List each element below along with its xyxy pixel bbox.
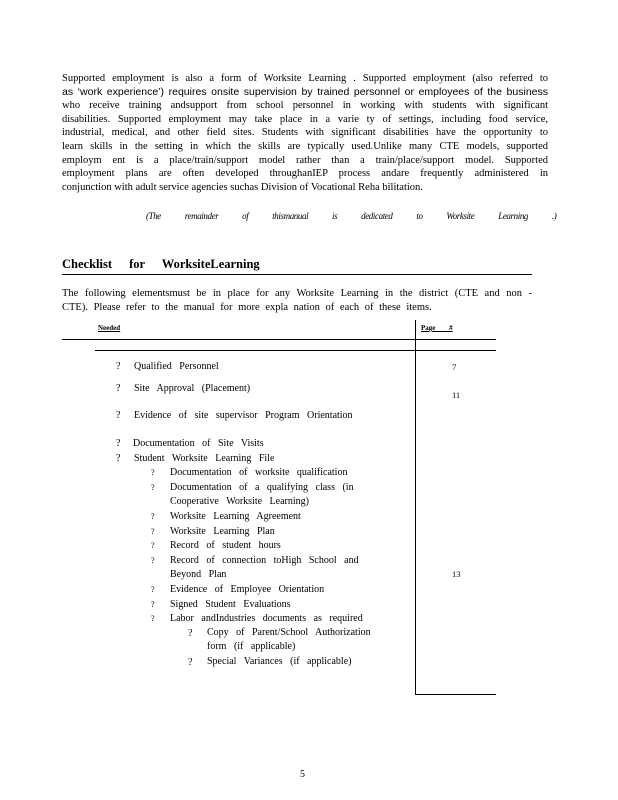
checklist-sub-item: Worksite Learning Agreement bbox=[170, 511, 301, 522]
checklist-subsub-item: Copy of Parent/School Authorization bbox=[207, 627, 371, 638]
checklist-item: Qualified Personnel bbox=[134, 361, 219, 372]
table-header-rule bbox=[95, 350, 496, 351]
checklist-heading: Checklist for WorksiteLearning bbox=[62, 257, 532, 275]
checklist-sub-item: Record of student hours bbox=[170, 540, 281, 551]
checklist-sub-item: Beyond Plan bbox=[170, 569, 227, 580]
checklist-sub-bullet: ? bbox=[151, 483, 155, 492]
checklist-item: Site Approval (Placement) bbox=[134, 383, 251, 394]
intro-line: conjunction with adult service agencies suchas Division of Vocational Reha bilitation. bbox=[62, 181, 423, 193]
checklist-item: Evidence of site supervisor Program Orientation bbox=[134, 410, 353, 421]
checklist-bullet: ? bbox=[116, 453, 121, 464]
checklist-item: Student Worksite Learning File bbox=[134, 453, 275, 464]
intro-line: employm ent is a place/train/support model rather than a train/place/support model. Supported bbox=[62, 154, 548, 166]
checklist-sub-item: Documentation of a qualifying class (in bbox=[170, 482, 354, 493]
page-column-header: Page # bbox=[421, 324, 453, 332]
intro-line: who receive training andsupport from school personnel in working with students with significant bbox=[62, 100, 548, 112]
checklist-sub-item: Evidence of Employee Orientation bbox=[170, 584, 325, 595]
checklist-subsub-bullet: ? bbox=[188, 628, 193, 639]
intro-line: industrial, medical, and other field sites. Students with significant disabilities have the opportunity to bbox=[62, 127, 548, 139]
checklist-bullet: ? bbox=[116, 361, 121, 372]
checklist-item: Documentation of Site Visits bbox=[133, 438, 264, 449]
checklist-intro-line: CTE). Please refer to the manual for more expla nation of each of these items. bbox=[62, 301, 432, 313]
checklist-sub-bullet: ? bbox=[151, 600, 155, 609]
checklist-sub-bullet: ? bbox=[151, 527, 155, 536]
checklist-intro bbox=[62, 287, 532, 314]
intro-line: Supported employment is also a form of Worksite Learning . Supported employment (also referred to bbox=[62, 73, 548, 84]
table-bottom-rule bbox=[415, 694, 496, 695]
table-top-rule bbox=[62, 339, 496, 340]
checklist-sub-item: Cooperative Worksite Learning) bbox=[170, 496, 309, 507]
page-reference: 13 bbox=[452, 569, 461, 579]
checklist-sub-bullet: ? bbox=[151, 614, 155, 623]
checklist-sub-item: Labor andIndustries documents as required bbox=[170, 613, 363, 624]
checklist-subsub-item: form (if applicable) bbox=[207, 641, 296, 652]
checklist-subsub-item: Special Variances (if applicable) bbox=[207, 656, 352, 667]
page-reference: 11 bbox=[452, 390, 461, 400]
checklist-sub-bullet: ? bbox=[151, 468, 155, 477]
checklist-sub-item: Signed Student Evaluations bbox=[170, 599, 291, 610]
intro-line: disabilities. Supported employment may take place in a varie ty of settings, including food service, bbox=[62, 113, 548, 125]
page-number: 5 bbox=[300, 769, 305, 780]
checklist-sub-item: Documentation of worksite qualification bbox=[170, 467, 348, 478]
checklist-sub-item: Record of connection toHigh School and bbox=[170, 555, 359, 566]
table-column-divider bbox=[415, 320, 416, 694]
checklist-bullet: ? bbox=[116, 383, 121, 394]
checklist-intro-line: The following elementsmust be in place for any Worksite Learning in the district (CTE and non - bbox=[62, 288, 532, 299]
checklist-bullet: ? bbox=[116, 410, 121, 421]
checklist-sub-bullet: ? bbox=[151, 541, 155, 550]
intro-paragraph bbox=[62, 72, 548, 194]
checklist-bullet: ? bbox=[116, 438, 121, 449]
remainder-note: (The remainder of thismanual is dedicated to Worksite Learning .) bbox=[146, 211, 557, 221]
needed-column-header: Needed bbox=[98, 324, 121, 332]
intro-line: learn skills in the setting in which the skills are typically used.Unlike many CTE models, supported bbox=[62, 140, 548, 152]
checklist-sub-item: Worksite Learning Plan bbox=[170, 526, 275, 537]
intro-line: as ‘work experience’) requires onsite supervision by trained personnel or employees of the business bbox=[62, 85, 548, 98]
checklist-sub-bullet: ? bbox=[151, 585, 155, 594]
checklist-sub-bullet: ? bbox=[151, 556, 155, 565]
page-reference: 7 bbox=[452, 362, 457, 372]
checklist-sub-bullet: ? bbox=[151, 512, 155, 521]
intro-line: employment plans are often developed throughanIEP process andare frequently administered in bbox=[62, 168, 548, 180]
checklist-subsub-bullet: ? bbox=[188, 657, 193, 668]
